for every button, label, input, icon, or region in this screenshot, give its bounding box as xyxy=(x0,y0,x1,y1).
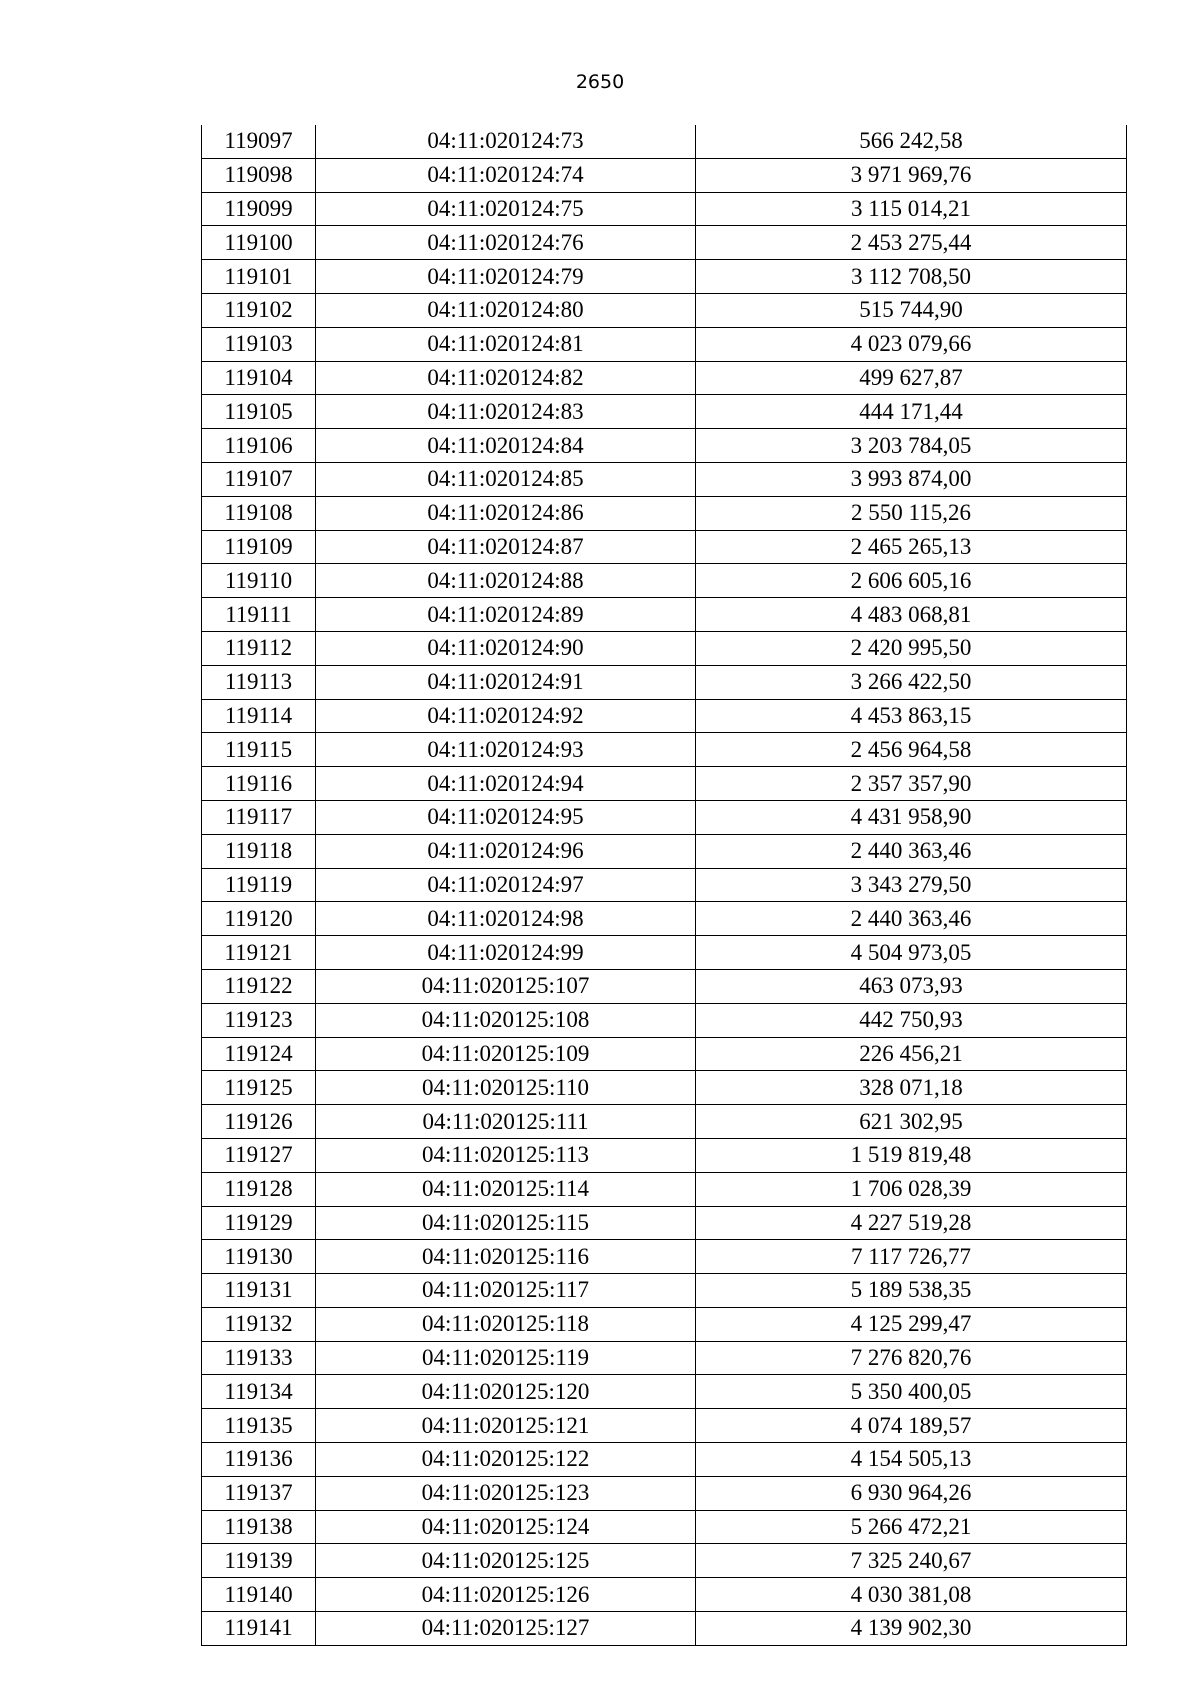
row-number-cell: 119138 xyxy=(202,1510,316,1544)
cadastral-value-cell: 3 112 708,50 xyxy=(696,260,1127,294)
table-row xyxy=(202,361,1127,395)
table-row xyxy=(202,1172,1127,1206)
row-number-cell: 119117 xyxy=(202,800,316,834)
row-number-cell: 119100 xyxy=(202,226,316,260)
cadastral-number-cell: 04:11:020125:119 xyxy=(316,1341,696,1375)
row-number-cell: 119137 xyxy=(202,1476,316,1510)
row-number-cell: 119097 xyxy=(202,125,316,158)
row-number-cell: 119110 xyxy=(202,564,316,598)
cadastral-number-cell: 04:11:020124:95 xyxy=(316,800,696,834)
table-row xyxy=(202,598,1127,632)
table-row xyxy=(202,1071,1127,1105)
cadastral-value-cell: 4 483 068,81 xyxy=(696,598,1127,632)
table-row xyxy=(202,1476,1127,1510)
cadastral-number-cell: 04:11:020125:107 xyxy=(316,969,696,1003)
cadastral-number-cell: 04:11:020125:124 xyxy=(316,1510,696,1544)
cadastral-value-cell: 499 627,87 xyxy=(696,361,1127,395)
page-number: 2650 xyxy=(575,71,625,93)
cadastral-value-cell: 1 706 028,39 xyxy=(696,1172,1127,1206)
cadastral-value-cell: 4 504 973,05 xyxy=(696,936,1127,970)
cadastral-number-cell: 04:11:020125:110 xyxy=(316,1071,696,1105)
cadastral-number-cell: 04:11:020124:86 xyxy=(316,496,696,530)
cadastral-number-cell: 04:11:020125:113 xyxy=(316,1138,696,1172)
table-row xyxy=(202,462,1127,496)
cadastral-value-cell: 6 930 964,26 xyxy=(696,1476,1127,1510)
cadastral-number-cell: 04:11:020125:108 xyxy=(316,1003,696,1037)
row-number-cell: 119108 xyxy=(202,496,316,530)
row-number-cell: 119126 xyxy=(202,1105,316,1139)
cadastral-number-cell: 04:11:020125:111 xyxy=(316,1105,696,1139)
cadastral-value-cell: 7 276 820,76 xyxy=(696,1341,1127,1375)
row-number-cell: 119118 xyxy=(202,834,316,868)
row-number-cell: 119099 xyxy=(202,192,316,226)
cadastral-value-cell: 621 302,95 xyxy=(696,1105,1127,1139)
cadastral-number-cell: 04:11:020125:118 xyxy=(316,1307,696,1341)
table-body xyxy=(202,125,1127,1645)
cadastral-number-cell: 04:11:020125:116 xyxy=(316,1240,696,1274)
cadastral-value-cell: 515 744,90 xyxy=(696,293,1127,327)
cadastral-number-cell: 04:11:020124:73 xyxy=(316,125,696,158)
table-row xyxy=(202,969,1127,1003)
cadastral-number-cell: 04:11:020125:114 xyxy=(316,1172,696,1206)
row-number-cell: 119135 xyxy=(202,1409,316,1443)
cadastral-number-cell: 04:11:020125:120 xyxy=(316,1375,696,1409)
table-row xyxy=(202,1274,1127,1308)
row-number-cell: 119107 xyxy=(202,462,316,496)
cadastral-value-cell: 4 023 079,66 xyxy=(696,327,1127,361)
cadastral-number-cell: 04:11:020124:93 xyxy=(316,733,696,767)
cadastral-value-cell: 4 125 299,47 xyxy=(696,1307,1127,1341)
cadastral-value-cell: 2 456 964,58 xyxy=(696,733,1127,767)
table-row xyxy=(202,530,1127,564)
cadastral-value-cell: 5 350 400,05 xyxy=(696,1375,1127,1409)
table-row xyxy=(202,1307,1127,1341)
cadastral-number-cell: 04:11:020125:117 xyxy=(316,1274,696,1308)
row-number-cell: 119106 xyxy=(202,429,316,463)
table-row xyxy=(202,936,1127,970)
cadastral-number-cell: 04:11:020124:97 xyxy=(316,868,696,902)
cadastral-number-cell: 04:11:020124:88 xyxy=(316,564,696,598)
cadastral-value-cell: 3 115 014,21 xyxy=(696,192,1127,226)
cadastral-value-cell: 4 030 381,08 xyxy=(696,1578,1127,1612)
cadastral-value-cell: 2 465 265,13 xyxy=(696,530,1127,564)
table-row xyxy=(202,192,1127,226)
table-row xyxy=(202,1105,1127,1139)
table-row xyxy=(202,125,1127,158)
row-number-cell: 119133 xyxy=(202,1341,316,1375)
cadastral-value-cell: 5 266 472,21 xyxy=(696,1510,1127,1544)
cadastral-value-cell: 328 071,18 xyxy=(696,1071,1127,1105)
cadastral-number-cell: 04:11:020124:90 xyxy=(316,631,696,665)
table-row xyxy=(202,395,1127,429)
cadastral-value-cell: 3 203 784,05 xyxy=(696,429,1127,463)
cadastral-value-cell: 2 550 115,26 xyxy=(696,496,1127,530)
cadastral-number-cell: 04:11:020124:79 xyxy=(316,260,696,294)
table-row xyxy=(202,733,1127,767)
cadastral-value-cell: 3 993 874,00 xyxy=(696,462,1127,496)
table-row xyxy=(202,665,1127,699)
data-table xyxy=(201,125,1127,1646)
cadastral-value-cell: 4 154 505,13 xyxy=(696,1443,1127,1477)
table-row xyxy=(202,1341,1127,1375)
table-row xyxy=(202,158,1127,192)
row-number-cell: 119141 xyxy=(202,1612,316,1646)
row-number-cell: 119098 xyxy=(202,158,316,192)
cadastral-number-cell: 04:11:020124:82 xyxy=(316,361,696,395)
table-row xyxy=(202,1409,1127,1443)
table-row xyxy=(202,564,1127,598)
table-row xyxy=(202,1240,1127,1274)
table-container xyxy=(201,125,1126,1646)
cadastral-value-cell: 3 971 969,76 xyxy=(696,158,1127,192)
cadastral-value-cell: 2 453 275,44 xyxy=(696,226,1127,260)
cadastral-value-cell: 7 117 726,77 xyxy=(696,1240,1127,1274)
cadastral-value-cell: 444 171,44 xyxy=(696,395,1127,429)
cadastral-value-cell: 442 750,93 xyxy=(696,1003,1127,1037)
cadastral-value-cell: 1 519 819,48 xyxy=(696,1138,1127,1172)
table-row xyxy=(202,1612,1127,1646)
cadastral-value-cell: 2 440 363,46 xyxy=(696,834,1127,868)
row-number-cell: 119129 xyxy=(202,1206,316,1240)
cadastral-value-cell: 2 357 357,90 xyxy=(696,767,1127,801)
cadastral-number-cell: 04:11:020124:76 xyxy=(316,226,696,260)
table-row xyxy=(202,1138,1127,1172)
cadastral-value-cell: 4 453 863,15 xyxy=(696,699,1127,733)
row-number-cell: 119105 xyxy=(202,395,316,429)
table-row xyxy=(202,699,1127,733)
cadastral-number-cell: 04:11:020124:83 xyxy=(316,395,696,429)
cadastral-number-cell: 04:11:020124:85 xyxy=(316,462,696,496)
row-number-cell: 119124 xyxy=(202,1037,316,1071)
table-row xyxy=(202,631,1127,665)
cadastral-number-cell: 04:11:020124:75 xyxy=(316,192,696,226)
row-number-cell: 119123 xyxy=(202,1003,316,1037)
table-row xyxy=(202,429,1127,463)
cadastral-value-cell: 7 325 240,67 xyxy=(696,1544,1127,1578)
table-row xyxy=(202,1375,1127,1409)
table-row xyxy=(202,868,1127,902)
cadastral-number-cell: 04:11:020124:94 xyxy=(316,767,696,801)
row-number-cell: 119128 xyxy=(202,1172,316,1206)
cadastral-value-cell: 3 343 279,50 xyxy=(696,868,1127,902)
row-number-cell: 119101 xyxy=(202,260,316,294)
table-row xyxy=(202,902,1127,936)
cadastral-number-cell: 04:11:020124:96 xyxy=(316,834,696,868)
row-number-cell: 119122 xyxy=(202,969,316,1003)
cadastral-value-cell: 4 227 519,28 xyxy=(696,1206,1127,1240)
table-row xyxy=(202,1037,1127,1071)
cadastral-number-cell: 04:11:020124:92 xyxy=(316,699,696,733)
row-number-cell: 119132 xyxy=(202,1307,316,1341)
table-row xyxy=(202,1003,1127,1037)
cadastral-value-cell: 566 242,58 xyxy=(696,125,1127,158)
table-row xyxy=(202,496,1127,530)
row-number-cell: 119136 xyxy=(202,1443,316,1477)
cadastral-number-cell: 04:11:020125:125 xyxy=(316,1544,696,1578)
cadastral-value-cell: 4 074 189,57 xyxy=(696,1409,1127,1443)
cadastral-value-cell: 463 073,93 xyxy=(696,969,1127,1003)
cadastral-number-cell: 04:11:020125:121 xyxy=(316,1409,696,1443)
cadastral-number-cell: 04:11:020125:122 xyxy=(316,1443,696,1477)
row-number-cell: 119115 xyxy=(202,733,316,767)
row-number-cell: 119131 xyxy=(202,1274,316,1308)
row-number-cell: 119109 xyxy=(202,530,316,564)
cadastral-number-cell: 04:11:020125:109 xyxy=(316,1037,696,1071)
row-number-cell: 119111 xyxy=(202,598,316,632)
cadastral-value-cell: 4 431 958,90 xyxy=(696,800,1127,834)
row-number-cell: 119125 xyxy=(202,1071,316,1105)
row-number-cell: 119114 xyxy=(202,699,316,733)
table-row xyxy=(202,834,1127,868)
cadastral-number-cell: 04:11:020125:123 xyxy=(316,1476,696,1510)
table-row xyxy=(202,1578,1127,1612)
cadastral-number-cell: 04:11:020125:115 xyxy=(316,1206,696,1240)
row-number-cell: 119112 xyxy=(202,631,316,665)
cadastral-value-cell: 3 266 422,50 xyxy=(696,665,1127,699)
table-row xyxy=(202,226,1127,260)
cadastral-number-cell: 04:11:020124:99 xyxy=(316,936,696,970)
table-row xyxy=(202,1510,1127,1544)
cadastral-number-cell: 04:11:020124:80 xyxy=(316,293,696,327)
table-row xyxy=(202,327,1127,361)
cadastral-value-cell: 226 456,21 xyxy=(696,1037,1127,1071)
cadastral-value-cell: 2 440 363,46 xyxy=(696,902,1127,936)
row-number-cell: 119127 xyxy=(202,1138,316,1172)
row-number-cell: 119120 xyxy=(202,902,316,936)
cadastral-number-cell: 04:11:020125:126 xyxy=(316,1578,696,1612)
row-number-cell: 119130 xyxy=(202,1240,316,1274)
cadastral-value-cell: 5 189 538,35 xyxy=(696,1274,1127,1308)
row-number-cell: 119140 xyxy=(202,1578,316,1612)
row-number-cell: 119113 xyxy=(202,665,316,699)
cadastral-value-cell: 4 139 902,30 xyxy=(696,1612,1127,1646)
cadastral-number-cell: 04:11:020124:87 xyxy=(316,530,696,564)
table-row xyxy=(202,1544,1127,1578)
cadastral-number-cell: 04:11:020124:98 xyxy=(316,902,696,936)
cadastral-number-cell: 04:11:020124:91 xyxy=(316,665,696,699)
cadastral-number-cell: 04:11:020124:89 xyxy=(316,598,696,632)
table-row xyxy=(202,260,1127,294)
row-number-cell: 119121 xyxy=(202,936,316,970)
row-number-cell: 119139 xyxy=(202,1544,316,1578)
row-number-cell: 119134 xyxy=(202,1375,316,1409)
cadastral-number-cell: 04:11:020124:81 xyxy=(316,327,696,361)
cadastral-number-cell: 04:11:020125:127 xyxy=(316,1612,696,1646)
cadastral-number-cell: 04:11:020124:74 xyxy=(316,158,696,192)
row-number-cell: 119104 xyxy=(202,361,316,395)
table-row xyxy=(202,767,1127,801)
table-row xyxy=(202,293,1127,327)
cadastral-number-cell: 04:11:020124:84 xyxy=(316,429,696,463)
table-row xyxy=(202,1206,1127,1240)
cadastral-value-cell: 2 420 995,50 xyxy=(696,631,1127,665)
table-row xyxy=(202,800,1127,834)
row-number-cell: 119102 xyxy=(202,293,316,327)
row-number-cell: 119103 xyxy=(202,327,316,361)
table-row xyxy=(202,1443,1127,1477)
row-number-cell: 119119 xyxy=(202,868,316,902)
cadastral-value-cell: 2 606 605,16 xyxy=(696,564,1127,598)
row-number-cell: 119116 xyxy=(202,767,316,801)
